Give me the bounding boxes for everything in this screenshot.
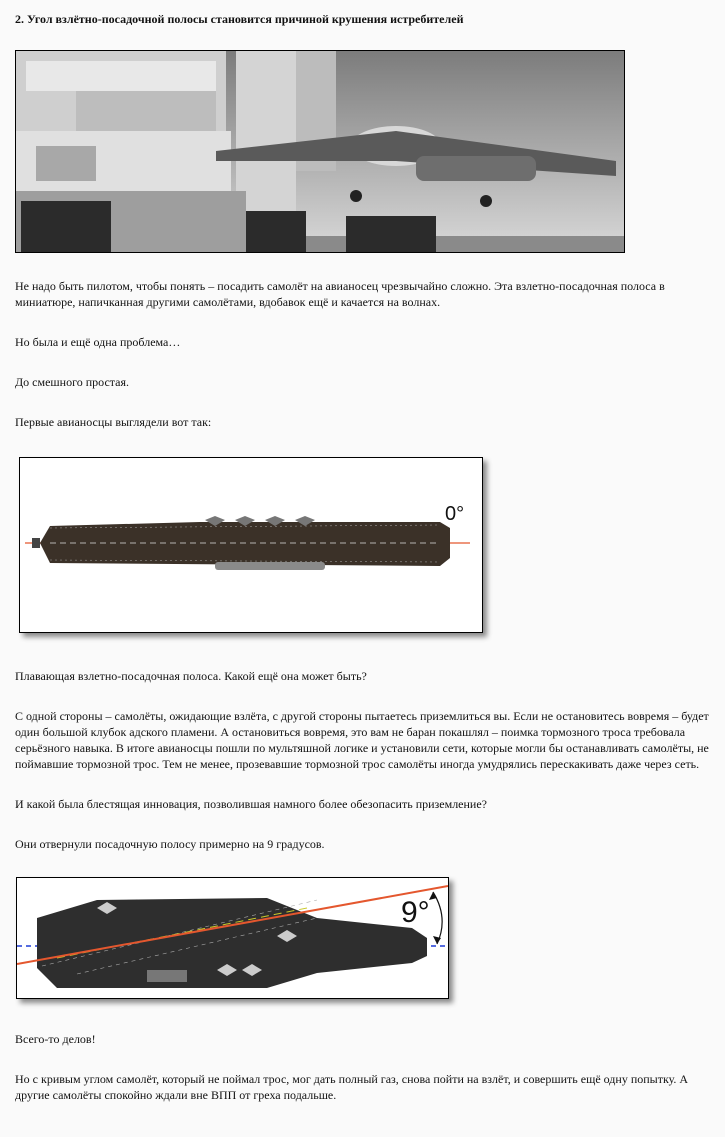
paragraph-5: Плавающая взлетно-посадочная полоса. Какой ещё она может быть? xyxy=(15,669,367,683)
paragraph-10: Но с кривым углом самолёт, который не поймал трос, мог дать полный газ, снова пойти на взлёт, и совершить ещё одну попытку. А другие самолёты спокойно ждали вне ВПП от греха подальше. xyxy=(15,1072,689,1102)
paragraph-1: Не надо быть пилотом, чтобы понять – посадить самолёт на авианосец чрезвычайно сложно. Эта взлетно-посадочная полоса в миниатюре, напичканная другими самолётами, вдобавок ещё и качается на волнах. xyxy=(15,279,665,309)
paragraph-9: Всего-то делов! xyxy=(15,1032,96,1046)
paragraph-2: Но была и ещё одна проблема… xyxy=(15,335,181,349)
paragraph-8: Они отвернули посадочную полосу примерно на 9 градусов. xyxy=(15,837,325,851)
paragraph-3: До смешного простая. xyxy=(15,375,129,389)
angle-label-9: 9° xyxy=(401,896,430,929)
paragraph-6: С одной стороны – самолёты, ожидающие взлёта, с другой стороны пытаетесь приземлиться вы. Если не остановитесь вовремя – будет один большой клубок адского пламени. А остановиться вовремя, это вам не баран покашлял – поимка тормозного троса требовала серьёзного навыка. В итоге авианосцы пошли по мультяшной логике и установили сети, которые могли бы останавливать самолёты, не поймавшие тормозной трос. Тем не менее, прозевавшие тормозной трос самолёты иногда умудрялись перескакивать даже через сеть. xyxy=(15,709,709,771)
straight-deck-diagram xyxy=(19,457,483,633)
angled-deck-diagram xyxy=(16,877,449,999)
straight-deck xyxy=(40,522,450,566)
angle-label-0: 0° xyxy=(445,503,465,525)
paragraph-7: И какой была блестящая инновация, позволившая намного более обезопасить приземление? xyxy=(15,797,488,811)
article-heading: 2. Угол взлётно-посадочной полосы становится причиной крушения истребителей xyxy=(15,12,464,26)
angled-deck xyxy=(37,898,427,988)
carrier-landing-photo xyxy=(15,50,625,253)
island xyxy=(215,562,325,570)
paragraph-4: Первые авианосцы выглядели вот так: xyxy=(15,415,212,429)
